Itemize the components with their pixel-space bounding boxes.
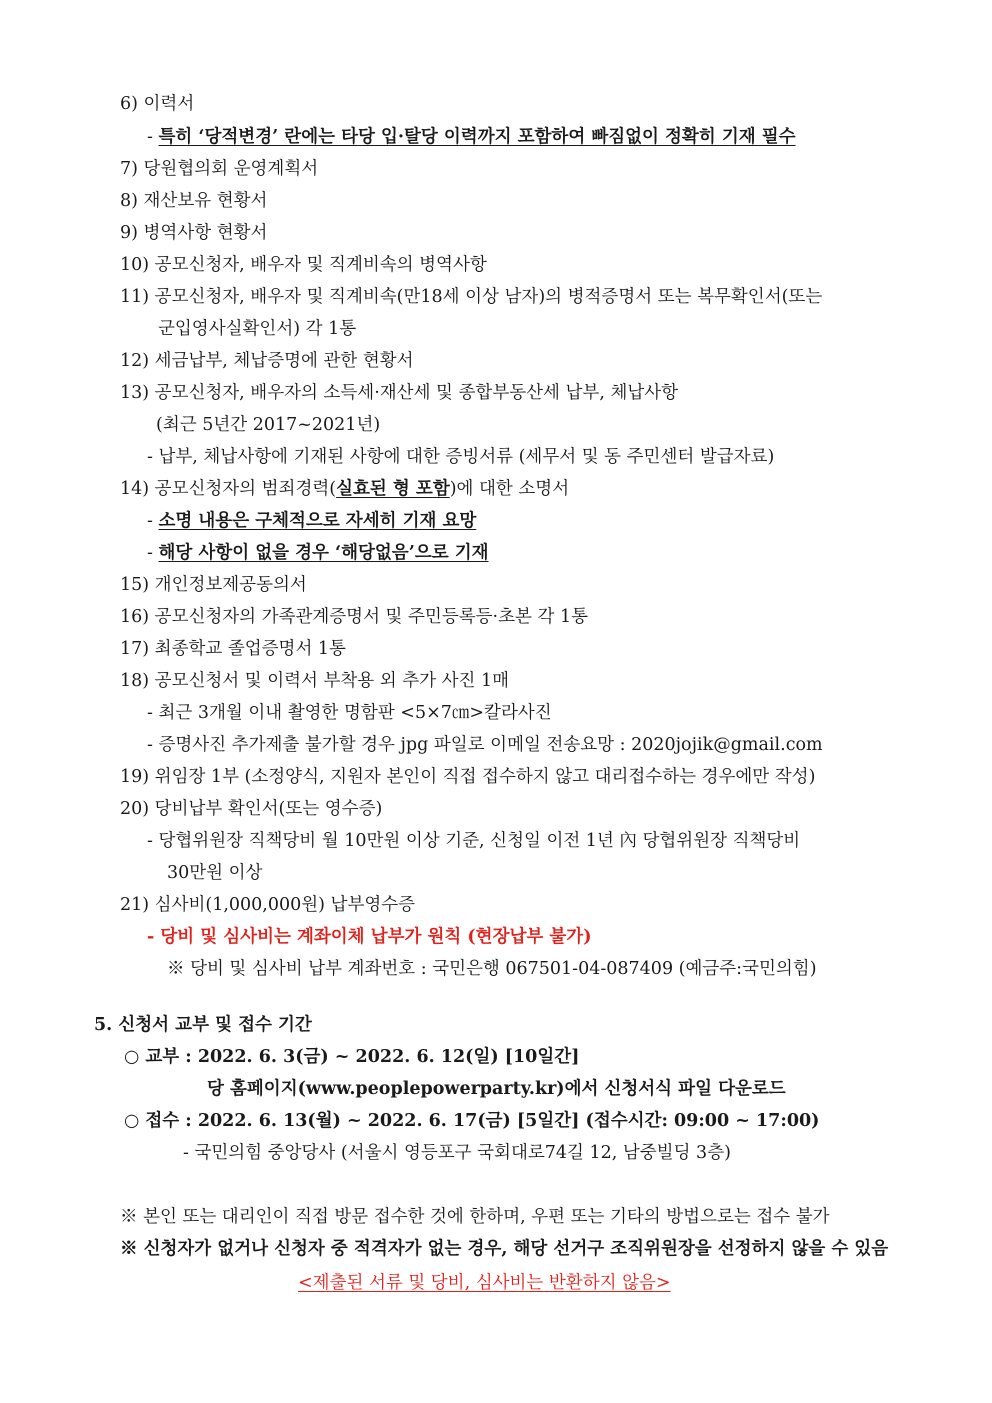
receive-location: - 국민의힘 중앙당사 (서울시 영등포구 국회대로74길 12, 남중빌딩 3층) [183, 1143, 731, 1163]
item-10: 10) 공모신청자, 배우자 및 직계비속의 병역사항 [120, 255, 487, 275]
item-6-title: 6) 이력서 [120, 94, 195, 114]
item-20-title: 20) 당비납부 확인서(또는 영수증) [120, 799, 383, 819]
item-11-line2: 군입영사실확인서) 각 1통 [158, 319, 357, 339]
issue-download-note: 당 홈페이지(www.peoplepowerparty.kr)에서 신청서식 파일 다운로드 [207, 1079, 786, 1099]
section-5-heading: 5. 신청서 교부 및 접수 기간 [94, 1015, 312, 1035]
item-14-post: )에 대한 소명서 [449, 479, 570, 499]
item-6-note-prefix: - [147, 127, 159, 147]
item-19: 19) 위임장 1부 (소정양식, 지원자 본인이 직접 접수하지 않고 대리접수하는 경우에만 작성) [120, 767, 816, 787]
item-14-note2-text: 해당 사항이 없을 경우 ‘해당없음’으로 기재 [158, 543, 489, 563]
item-17: 17) 최종학교 졸업증명서 1통 [120, 639, 346, 659]
item-14-note2 [147, 542, 489, 564]
footer-note-1: ※ 본인 또는 대리인이 직접 방문 접수한 것에 한하며, 우편 또는 기타의 방법으로는 접수 불가 [120, 1207, 830, 1227]
item-14-title [120, 478, 569, 500]
item-20-note-line2: 30만원 이상 [167, 863, 263, 883]
item-14-note1 [147, 510, 476, 532]
item-13-note: - 납부, 체납사항에 기재된 사항에 대한 증빙서류 (세무서 및 동 주민센터 발급자료) [147, 447, 775, 467]
item-12: 12) 세금납부, 체납증명에 관한 현황서 [120, 351, 414, 371]
item-13-line2: (최근 5년간 2017~2021년) [156, 415, 381, 435]
item-13-line1: 13) 공모신청자, 배우자의 소득세·재산세 및 종합부동산세 납부, 체납사항 [120, 383, 679, 403]
item-18-note1: - 최근 3개월 이내 촬영한 명함판 <5×7㎝>칼라사진 [147, 703, 552, 723]
item-20-note-line1: - 당협위원장 직책당비 월 10만원 이상 기준, 신청일 이전 1년 內 당협위원장 직책당비 [147, 831, 801, 851]
footer-note-2: ※ 신청자가 없거나 신청자 중 적격자가 없는 경우, 해당 선거구 조직위원장을 선정하지 않을 수 있음 [120, 1239, 889, 1259]
item-21-note: - 당비 및 심사비는 계좌이체 납부가 원칙 (현장납부 불가) [147, 927, 592, 947]
item-18-title: 18) 공모신청서 및 이력서 부착용 외 추가 사진 1매 [120, 671, 510, 691]
item-14-note1-text: 소명 내용은 구체적으로 자세히 기재 요망 [158, 511, 477, 531]
item-18-note2: - 증명사진 추가제출 불가할 경우 jpg 파일로 이메일 전송요망 : 2020jojik@gmail.com [147, 735, 823, 755]
item-6-note [147, 126, 796, 148]
item-11-line1: 11) 공모신청자, 배우자 및 직계비속(만18세 이상 남자)의 병적증명서 또는 복무확인서(또는 [120, 287, 823, 307]
footer-note-3: <제출된 서류 및 당비, 심사비는 반환하지 않음> [298, 1273, 671, 1293]
item-8: 8) 재산보유 현황서 [120, 191, 268, 211]
item-6-note-text: 특히 ‘당적변경’ 란에는 타당 입·탈당 이력까지 포함하여 빠짐없이 정확히 기재 필수 [158, 127, 796, 147]
item-7: 7) 당원협의회 운영계획서 [120, 159, 319, 179]
item-21-title: 21) 심사비(1,000,000원) 납부영수증 [120, 895, 416, 915]
item-9: 9) 병역사항 현황서 [120, 223, 268, 243]
item-14-emphasis: 실효된 형 포함 [336, 479, 450, 499]
item-14-pre: 14) 공모신청자의 범죄경력( [120, 479, 337, 499]
item-14-note2-prefix: - [147, 543, 159, 563]
item-21-account: ※ 당비 및 심사비 납부 계좌번호 : 국민은행 067501-04-087409 (예금주:국민의힘) [167, 959, 817, 979]
receive-period: ○ 접수 : 2022. 6. 13(월) ~ 2022. 6. 17(금) [5일간] (접수시간: 09:00 ~ 17:00) [124, 1111, 820, 1131]
item-16: 16) 공모신청자의 가족관계증명서 및 주민등록등·초본 각 1통 [120, 607, 588, 627]
item-14-note1-prefix: - [147, 511, 159, 531]
issue-period: ○ 교부 : 2022. 6. 3(금) ~ 2022. 6. 12(일) [10일간] [124, 1047, 580, 1067]
item-15: 15) 개인정보제공동의서 [120, 575, 307, 595]
